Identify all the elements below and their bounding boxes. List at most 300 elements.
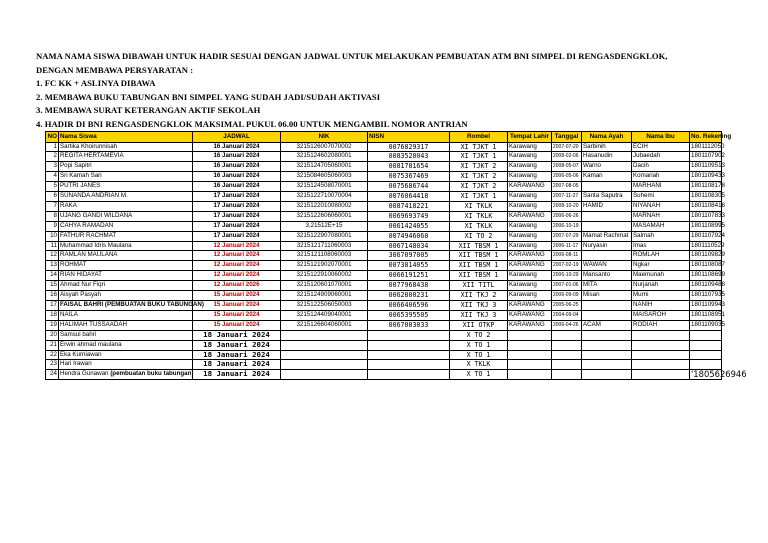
cell-nama-ayah: Hasanudin: [582, 152, 632, 162]
cell-nisn: 3067097005: [368, 251, 450, 261]
cell-nama-ayah: [582, 370, 632, 380]
cell-no-rekening: 1801109829: [690, 251, 722, 261]
cell-tanggal: 2005-06-25: [552, 301, 582, 311]
cell-rombel: XI TJKT 2: [450, 172, 508, 182]
cell-no: 1: [46, 142, 59, 152]
cell-nisn: [368, 330, 450, 340]
cell-no-rekening: 1801108418: [690, 201, 722, 211]
table-header-row: [46, 132, 722, 143]
cell-no-rekening: 1801108699: [690, 271, 722, 281]
cell-nik: 3215126604060001: [281, 320, 368, 330]
cell-nama-ibu: Imas: [632, 241, 690, 251]
cell-nik: 3215124909060001: [281, 291, 368, 301]
cell-nisn: [368, 350, 450, 360]
cell-nama: Sartika Khoirunnisah: [59, 142, 193, 152]
cell-no-rekening: 1801107924: [690, 231, 722, 241]
cell-nama-ibu: [632, 360, 690, 370]
header-no: NO: [46, 132, 59, 143]
cell-nama-ayah: [582, 251, 632, 261]
cell-nama-ibu: Murni: [632, 291, 690, 301]
header-no-rekening: No. Rekening: [691, 133, 732, 140]
table-row: [46, 340, 722, 350]
cell-nisn: 0076064418: [368, 192, 450, 202]
cell-nama: CAHYA RAMADAN: [59, 221, 193, 231]
header-nama-ayah: Nama Ayah: [582, 132, 632, 143]
cell-jadwal: 15 Januari 2024: [193, 310, 281, 320]
cell-nisn: 0077968438: [368, 281, 450, 291]
cell-nik: [281, 330, 368, 340]
cell-nama: HALIMAH TUSSAADAH: [59, 320, 193, 330]
cell-nama-ayah: HAMID: [582, 201, 632, 211]
cell-rombel: XI TKLK: [450, 221, 508, 231]
cell-nama-ayah: [582, 340, 632, 350]
cell-nisn: 0075686744: [368, 182, 450, 192]
cell-no-rekening: 1801108178: [690, 182, 722, 192]
cell-nama-ayah: Sarbinih: [582, 142, 632, 152]
cell-nama-ayah: Mansanto: [582, 271, 632, 281]
cell-nama: Aisyah Pasyah: [59, 291, 193, 301]
cell-jadwal: 17 Januari 2024: [193, 221, 281, 231]
cell-tanggal: 2008-10-20: [552, 201, 582, 211]
student-name: Hendra Gunawan: [60, 370, 109, 378]
cell-rombel: XII TBSM 1: [450, 251, 508, 261]
header-nama: Nama Siswa: [59, 132, 193, 143]
cell-tempat-lahir: KARAWANG: [508, 301, 552, 311]
table-row: [46, 271, 722, 281]
cell-nama-ibu: Suhemi: [632, 192, 690, 202]
cell-nik: 3215124409040001: [281, 310, 368, 320]
cell-nisn: [368, 340, 450, 350]
cell-nisn: 0073814055: [368, 261, 450, 271]
cell-nik: [281, 370, 368, 380]
cell-nama-ibu: RODIAH: [632, 320, 690, 330]
cell-rombel: XI TKLK: [450, 201, 508, 211]
cell-jadwal: 17 Januari 2024: [193, 201, 281, 211]
student-name-note: (pembuatan buku tabungan): [110, 370, 194, 378]
cell-tempat-lahir: Karawang: [508, 231, 552, 241]
cell-nama-ibu: Dacih: [632, 162, 690, 172]
cell-tanggal: 2006-09-09: [552, 291, 582, 301]
cell-tanggal: 2006-11-17: [552, 241, 582, 251]
cell-no: 2: [46, 152, 59, 162]
cell-jadwal: 18 Januari 2024: [193, 360, 281, 370]
cell-rombel: X TKLK: [450, 360, 508, 370]
cell-nama: RIAN HIDAYAT: [59, 271, 193, 281]
cell-no: 7: [46, 201, 59, 211]
cell-no-rekening: 1801107935: [690, 291, 722, 301]
table-row: [46, 192, 722, 202]
cell-jadwal: 17 Januari 2024: [193, 231, 281, 241]
cell-tempat-lahir: KARAWANG: [508, 261, 552, 271]
cell-nik: 3215124602080001: [281, 152, 368, 162]
cell-nama: PUTRI JANES: [59, 182, 193, 192]
cell-nisn: 0083520043: [368, 152, 450, 162]
cell-tempat-lahir: Karawang: [508, 271, 552, 281]
cell-no: 22: [46, 350, 59, 360]
cell-nama: Popi Sapitri: [59, 162, 193, 172]
cell-nik: 3215120601070001: [281, 281, 368, 291]
cell-rombel: X TO 1: [450, 350, 508, 360]
cell-nama-ibu: Maemunah: [632, 271, 690, 281]
instruction-line-4: 2. MEMBAWA BUKU TABUNGAN BNI SIMPEL YANG SUDAH JADI/SUDAH AKTIVASI: [36, 91, 381, 102]
cell-nama: Sri Kamah Sari: [59, 172, 193, 182]
cell-nama-ayah: [582, 221, 632, 231]
cell-tanggal: [552, 330, 582, 340]
cell-no: 3: [46, 162, 59, 172]
cell-no-rekening: 1801109488: [690, 281, 722, 291]
cell-nisn: 0081781654: [368, 162, 450, 172]
cell-nama: NAILA: [59, 310, 193, 320]
cell-no: 9: [46, 221, 59, 231]
cell-nik: 3215122910060002: [281, 271, 368, 281]
cell-tanggal: 2007-01-06: [552, 281, 582, 291]
cell-tempat-lahir: [508, 340, 552, 350]
cell-no: 6: [46, 192, 59, 202]
cell-tempat-lahir: Karawang: [508, 281, 552, 291]
cell-nisn: 0066191251: [368, 271, 450, 281]
table-row: [46, 231, 722, 241]
cell-nama-ibu: Jubaedah: [632, 152, 690, 162]
cell-rombel: XII TKJ 3: [450, 310, 508, 320]
cell-tanggal: 2008-02-06: [552, 152, 582, 162]
cell-tanggal: 2006-10-29: [552, 271, 582, 281]
table-row: [46, 221, 722, 231]
cell-no-rekening: 1801109433: [690, 172, 722, 182]
cell-jadwal: 12 Januari 2024: [193, 261, 281, 271]
cell-tanggal: 2007-08-05: [552, 182, 582, 192]
cell-jadwal: 12 Januari 2024: [193, 241, 281, 251]
cell-jadwal: 12 Januari 2024: [193, 251, 281, 261]
cell-nama-ayah: Kaman: [582, 172, 632, 182]
cell-nisn: 0074946060: [368, 231, 450, 241]
cell-nama-ayah: WAWAN: [582, 261, 632, 271]
cell-nik: [281, 360, 368, 370]
cell-tempat-lahir: KARAWANG: [508, 310, 552, 320]
cell-tempat-lahir: [508, 360, 552, 370]
cell-nisn: 0067148034: [368, 241, 450, 251]
cell-nik: 3215126007070002: [281, 142, 368, 152]
cell-nama: Muhammad Idris Maulana: [59, 241, 193, 251]
cell-nik: 3,21512E+15: [281, 221, 368, 231]
cell-nama: Eka Kurniawan: [59, 350, 193, 360]
cell-tempat-lahir: Karawang: [508, 192, 552, 202]
cell-nama: RAKA: [59, 201, 193, 211]
cell-jadwal: 17 Januari 2024: [193, 192, 281, 202]
cell-nama: Erwin ahmad maulana: [59, 340, 193, 350]
cell-no-rekening: '1805626946: [691, 369, 747, 380]
cell-nama-ibu: NIYANAH: [632, 201, 690, 211]
cell-no: 20: [46, 330, 59, 340]
table-row: [46, 152, 722, 162]
cell-nama-ayah: Mamat Rachmat: [582, 231, 632, 241]
header-rombel: Rombel: [450, 132, 508, 143]
cell-tanggal: 2008-05-07: [552, 162, 582, 172]
cell-nik: 3215122907080001: [281, 231, 368, 241]
table-row: [46, 320, 722, 330]
cell-jadwal: 18 Januari 2024: [193, 370, 281, 380]
cell-no-rekening: 1801112050: [690, 142, 722, 152]
cell-tempat-lahir: [508, 370, 552, 380]
cell-jadwal: 12 Januari 2024: [193, 271, 281, 281]
cell-tempat-lahir: KARAWANG: [508, 211, 552, 221]
cell-nik: 3215122710070004: [281, 192, 368, 202]
cell-nama-ibu: Salmah: [632, 231, 690, 241]
table-row: [46, 360, 722, 370]
cell-rombel: X TO 1: [450, 370, 508, 380]
cell-tanggal: 2007-02-19: [552, 261, 582, 271]
table-row: [46, 142, 722, 152]
cell-nik: 3215121108060003: [281, 251, 368, 261]
header-nisn: NISN: [368, 132, 450, 143]
cell-tanggal: [552, 350, 582, 360]
cell-tanggal: 2006-10-19: [552, 221, 582, 231]
cell-nama: Samsul bahri: [59, 330, 193, 340]
cell-nama: Ahmad Nur Fiqri: [59, 281, 193, 291]
cell-nama-ibu: MASAMAH: [632, 221, 690, 231]
instruction-line-6: 4. HADIR DI BNI RENGASDENGKLOK MAKSIMAL PUKUL 06.00 UNTUK MENGAMBIL NOMOR ANTRIAN: [36, 118, 468, 129]
cell-nama-ibu: [632, 350, 690, 360]
instructions: [36, 50, 668, 132]
cell-rombel: XII TBSM 1: [450, 271, 508, 281]
cell-jadwal: 18 Januari 2024: [193, 350, 281, 360]
cell-nama-ayah: MITA: [582, 281, 632, 291]
cell-nama-ibu: ROMLAH: [632, 251, 690, 261]
cell-nama: UJANG GANDI WILDANA: [59, 211, 193, 221]
cell-tanggal: 2006-05-06: [552, 172, 582, 182]
cell-no: 8: [46, 211, 59, 221]
cell-no-rekening: 1801109035: [690, 320, 722, 330]
cell-nama-ayah: [582, 330, 632, 340]
cell-rombel: XI TJKT 1: [450, 192, 508, 202]
cell-tanggal: [552, 360, 582, 370]
cell-no: 23: [46, 360, 59, 370]
cell-tempat-lahir: Karawang: [508, 221, 552, 231]
header-tempat-lahir: Tempat Lahir: [508, 132, 552, 143]
cell-jadwal: 18 Januari 2024: [193, 340, 281, 350]
table-row: [46, 310, 722, 320]
cell-nama: ROHMAT: [59, 261, 193, 271]
table-row: [46, 301, 722, 311]
cell-jadwal: 12 Januari 2026: [193, 281, 281, 291]
cell-no: 19: [46, 320, 59, 330]
cell-nama-ayah: [582, 310, 632, 320]
cell-rombel: XI TKLK: [450, 211, 508, 221]
cell-nama-ayah: ACAM: [582, 320, 632, 330]
cell-nik: 3215124508070001: [281, 182, 368, 192]
cell-nama-ayah: [582, 182, 632, 192]
cell-no-rekening: [690, 340, 722, 350]
cell-rombel: XII OTKP: [450, 320, 508, 330]
cell-nisn: 0067003033: [368, 320, 450, 330]
instruction-line-3: 1. FC KK + ASLINYA DIBAWA: [36, 78, 156, 89]
cell-tanggal: 2007-07-29: [552, 231, 582, 241]
cell-tanggal: 2006-06-26: [552, 211, 582, 221]
table-row: [46, 251, 722, 261]
cell-nisn: 0061424055: [368, 221, 450, 231]
cell-tempat-lahir: Karawang: [508, 152, 552, 162]
cell-tempat-lahir: Karawang: [508, 201, 552, 211]
cell-tanggal: 2007-11-27: [552, 192, 582, 202]
cell-jadwal: 15 Januari 2024: [193, 301, 281, 311]
cell-tempat-lahir: Karawang: [508, 162, 552, 172]
table-row: [46, 330, 722, 340]
cell-nama-ibu: MARHANI: [632, 182, 690, 192]
cell-jadwal: 17 Januari 2024: [193, 211, 281, 221]
cell-nik: 3215121902070001: [281, 261, 368, 271]
cell-nik: 3215121711060003: [281, 241, 368, 251]
table-row: [46, 182, 722, 192]
cell-tanggal: 2006-04-26: [552, 320, 582, 330]
cell-nama: [59, 370, 193, 380]
header-tanggal: Tanggal: [552, 132, 582, 143]
cell-nik: [281, 350, 368, 360]
cell-nisn: 0076829317: [368, 142, 450, 152]
cell-rombel: XI TJKT 1: [450, 152, 508, 162]
cell-nama-ayah: Santa Saputra: [582, 192, 632, 202]
cell-no-rekening: [690, 330, 722, 340]
cell-tanggal: 2004-09-04: [552, 310, 582, 320]
cell-rombel: X TO 1: [450, 340, 508, 350]
cell-nama-ayah: Misan: [582, 291, 632, 301]
cell-nama-ibu: MAISAROH: [632, 310, 690, 320]
cell-nisn: [368, 370, 450, 380]
header-nama-ibu: Nama Ibu: [632, 132, 690, 143]
cell-nama: FAISAL BAHRI (PEMBUATAN BUKU TABUNGAN): [59, 301, 193, 311]
cell-nama-ibu: [632, 330, 690, 340]
cell-no: 18: [46, 310, 59, 320]
table-row: [46, 261, 722, 271]
cell-jadwal: 15 Januari 2024: [193, 320, 281, 330]
cell-rombel: XI TJKT 1: [450, 142, 508, 152]
cell-nik: 3215122606060001: [281, 211, 368, 221]
table-row: [46, 211, 722, 221]
cell-nisn: [368, 360, 450, 370]
cell-nama-ibu: Ngkar: [632, 261, 690, 271]
cell-rombel: XI TJKT 2: [450, 162, 508, 172]
cell-nisn: 0065395505: [368, 310, 450, 320]
cell-nama-ayah: Nuryasin: [582, 241, 632, 251]
cell-no: 4: [46, 172, 59, 182]
cell-nik: 3215084605060003: [281, 172, 368, 182]
cell-nik: 3215122506050003: [281, 301, 368, 311]
cell-jadwal: 15 Januari 2024: [193, 291, 281, 301]
cell-rombel: XII TKJ 2: [450, 291, 508, 301]
cell-nama-ayah: [582, 301, 632, 311]
cell-nik: 3215122010080002: [281, 201, 368, 211]
cell-nisn: 0069693749: [368, 211, 450, 221]
cell-tanggal: 2006-08-11: [552, 251, 582, 261]
header-jadwal: JADWAL: [193, 132, 281, 143]
cell-tempat-lahir: KARAWANG: [508, 251, 552, 261]
cell-jadwal: 16 Januari 2024: [193, 172, 281, 182]
cell-nama-ibu: ECIH: [632, 142, 690, 152]
cell-jadwal: 16 Januari 2024: [193, 182, 281, 192]
cell-tanggal: [552, 370, 582, 380]
cell-no-rekening: 1801108087: [690, 261, 722, 271]
cell-no-rekening: 1801107902: [690, 152, 722, 162]
cell-no-rekening: 1801109513: [690, 162, 722, 172]
table-row: [46, 172, 722, 182]
cell-nama: Hari Irawan: [59, 360, 193, 370]
cell-tempat-lahir: KARAWANG: [508, 320, 552, 330]
cell-no: 15: [46, 281, 59, 291]
cell-nama-ibu: [632, 340, 690, 350]
cell-no-rekening: 1801109943: [690, 301, 722, 311]
instruction-line-5: 3. MEMBAWA SURAT KETERANGAN AKTIF SEKOLAH: [36, 105, 261, 116]
cell-nama-ayah: Warno: [582, 162, 632, 172]
cell-no: 12: [46, 251, 59, 261]
cell-rombel: XII TITL: [450, 281, 508, 291]
header-nik: NIK: [281, 132, 368, 143]
cell-tempat-lahir: Karawang: [508, 142, 552, 152]
cell-nama: SUNANDA ANDRIAN M.: [59, 192, 193, 202]
cell-nama-ayah: [582, 211, 632, 221]
cell-nisn: 0062800231: [368, 291, 450, 301]
cell-nama-ibu: Nurjanah: [632, 281, 690, 291]
cell-jadwal: 16 Januari 2024: [193, 152, 281, 162]
cell-nisn: 0087418221: [368, 201, 450, 211]
cell-rombel: XI TO 2: [450, 231, 508, 241]
table-row: [46, 291, 722, 301]
cell-nik: 3215124705060001: [281, 162, 368, 172]
cell-tempat-lahir: Karawang: [508, 172, 552, 182]
cell-jadwal: 16 Januari 2024: [193, 162, 281, 172]
cell-tempat-lahir: Karawang: [508, 241, 552, 251]
cell-no-rekening: 1801108995: [690, 221, 722, 231]
cell-nama-ibu: [632, 370, 690, 380]
cell-nisn: 0075367469: [368, 172, 450, 182]
table-row: [46, 350, 722, 360]
cell-nama-ayah: [582, 350, 632, 360]
cell-no: 11: [46, 241, 59, 251]
cell-nama-ibu: MARNAH: [632, 211, 690, 221]
cell-no-rekening: 1801108305: [690, 192, 722, 202]
student-schedule-table: [45, 131, 747, 380]
cell-rombel: XI TJKT 2: [450, 182, 508, 192]
cell-no: 10: [46, 231, 59, 241]
instruction-line-2: DENGAN MEMBAWA PERSYARATAN :: [36, 64, 194, 75]
cell-nama: REGITA HERTAMEVIA: [59, 152, 193, 162]
table-row: [46, 201, 722, 211]
cell-rombel: X TO 2: [450, 330, 508, 340]
cell-jadwal: 16 Januari 2024: [193, 142, 281, 152]
instruction-line-1: NAMA NAMA SISWA DIBAWAH UNTUK HADIR SESUAI DENGAN JADWAL UNTUK MELAKUKAN PEMBUATAN ATM BNI SIMPEL DI RENGASDENGKLOK,: [36, 51, 668, 61]
cell-nama-ayah: [582, 360, 632, 370]
table-row: [46, 281, 722, 291]
cell-rombel: XII TKJ 3: [450, 301, 508, 311]
cell-no-rekening: 1801107833: [690, 211, 722, 221]
cell-no: 24: [46, 370, 59, 380]
cell-nisn: 0066406596: [368, 301, 450, 311]
cell-nama: RAMLAN MAULANA: [59, 251, 193, 261]
cell-nama-ibu: NANIH: [632, 301, 690, 311]
cell-jadwal: 18 Januari 2024: [193, 330, 281, 340]
cell-tempat-lahir: KARAWANG: [508, 182, 552, 192]
table-row: [46, 370, 722, 380]
cell-tanggal: 2007-07-20: [552, 142, 582, 152]
cell-no: 13: [46, 261, 59, 271]
cell-nik: [281, 340, 368, 350]
cell-no-rekening: 1801108951: [690, 310, 722, 320]
cell-rombel: XII TBSM 1: [450, 241, 508, 251]
cell-tempat-lahir: Karawang: [508, 291, 552, 301]
cell-nama-ibu: Komariah: [632, 172, 690, 182]
cell-rombel: XII TBSM 1: [450, 261, 508, 271]
cell-no-rekening: 1801110529: [690, 241, 722, 251]
cell-no: 14: [46, 271, 59, 281]
cell-nama: FATHUR RACHMAT: [59, 231, 193, 241]
cell-no-rekening: [690, 360, 722, 370]
